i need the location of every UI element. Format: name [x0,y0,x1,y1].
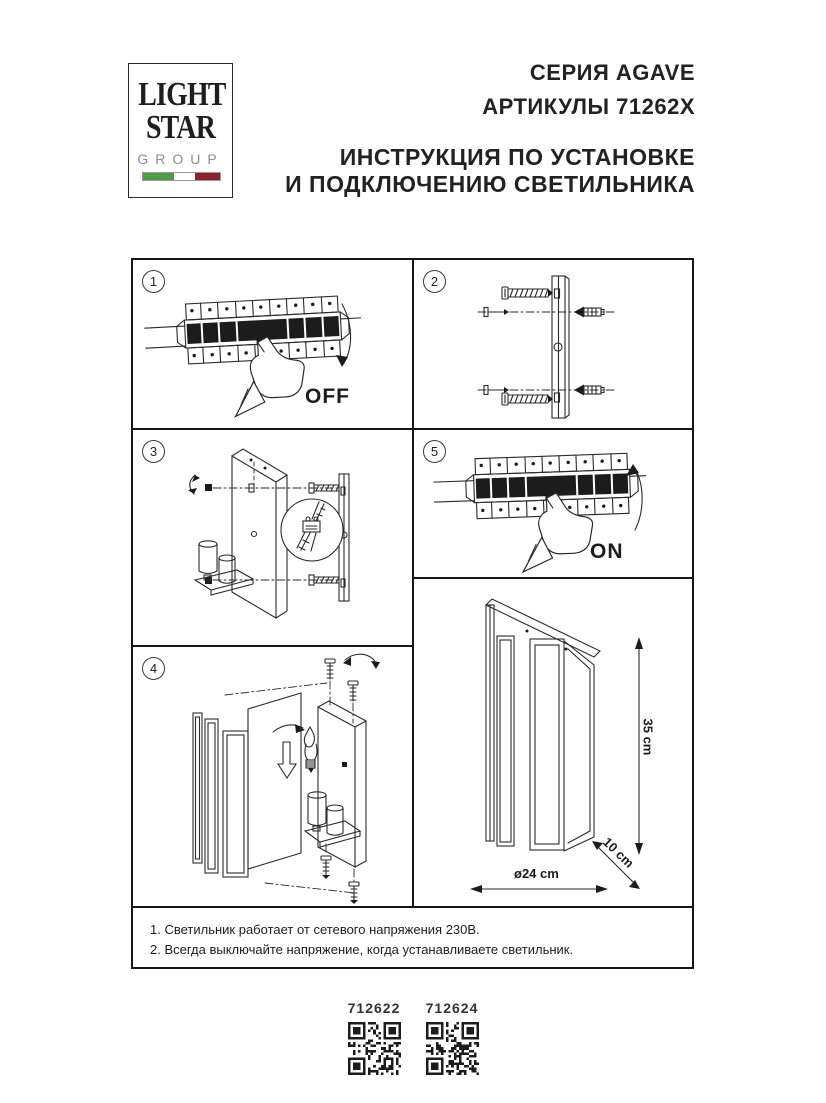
series-name: СЕРИЯ AGAVE [529,60,695,85]
step-panel-2 [414,260,692,430]
mounting-illustration [133,430,412,645]
breaker-off-illustration [133,260,412,428]
step-number-2: 2 [423,270,446,293]
steps-grid [131,258,694,969]
breaker-on-illustration [414,430,692,577]
step-number-5: 5 [423,440,446,463]
article-code-712624 [426,1000,479,1080]
article-number: АРТИКУЛЫ 71262X [482,94,695,119]
qr-code-left [348,1022,401,1075]
lightstar-logo [128,63,233,198]
step-panel-4 [133,647,414,908]
dimensions-panel [414,579,692,908]
logo-light: LIGHT [138,76,226,113]
step-panel-3 [133,430,414,647]
step-number-4: 4 [142,657,165,680]
logo-wordmark [138,76,226,146]
height-dimension-label: 35 cm [640,718,656,756]
bracket-screws-illustration [414,260,692,428]
depth-dimension-label: 10 cm [599,834,637,871]
article-codes [0,1000,826,1080]
note-line-2: 2. Всегда выключайте напряжение, когда устанавливаете светильник. [150,942,574,957]
article-number-right: 712624 [425,1000,479,1016]
article-number-left: 712622 [347,1000,401,1016]
step-number-3: 3 [142,440,165,463]
instruction-title: ИНСТРУКЦИЯ ПО УСТАНОВКЕ И ПОДКЛЮЧЕНИЮ СВЕТИЛЬНИКА [285,144,695,197]
notes-box [133,908,692,967]
step-panel-1 [133,260,414,430]
step-number-1: 1 [142,270,165,293]
off-label: OFF [305,385,350,408]
flag-white [174,173,195,180]
article-code-712622 [348,1000,401,1080]
flag-red [195,173,220,180]
step-panel-5 [414,430,692,579]
series-title [482,56,695,124]
note-line-1: 1. Светильник работает от сетевого напряжения 230В. [150,922,480,937]
diameter-dimension-label: ø24 cm [514,866,559,881]
italian-flag-stripe [142,172,221,181]
logo-group-text: GROUP [137,151,224,167]
assembly-illustration [133,647,412,906]
logo-star: STAR [145,109,216,146]
flag-green [143,173,174,180]
on-label: ON [590,540,624,563]
qr-code-right [426,1022,479,1075]
